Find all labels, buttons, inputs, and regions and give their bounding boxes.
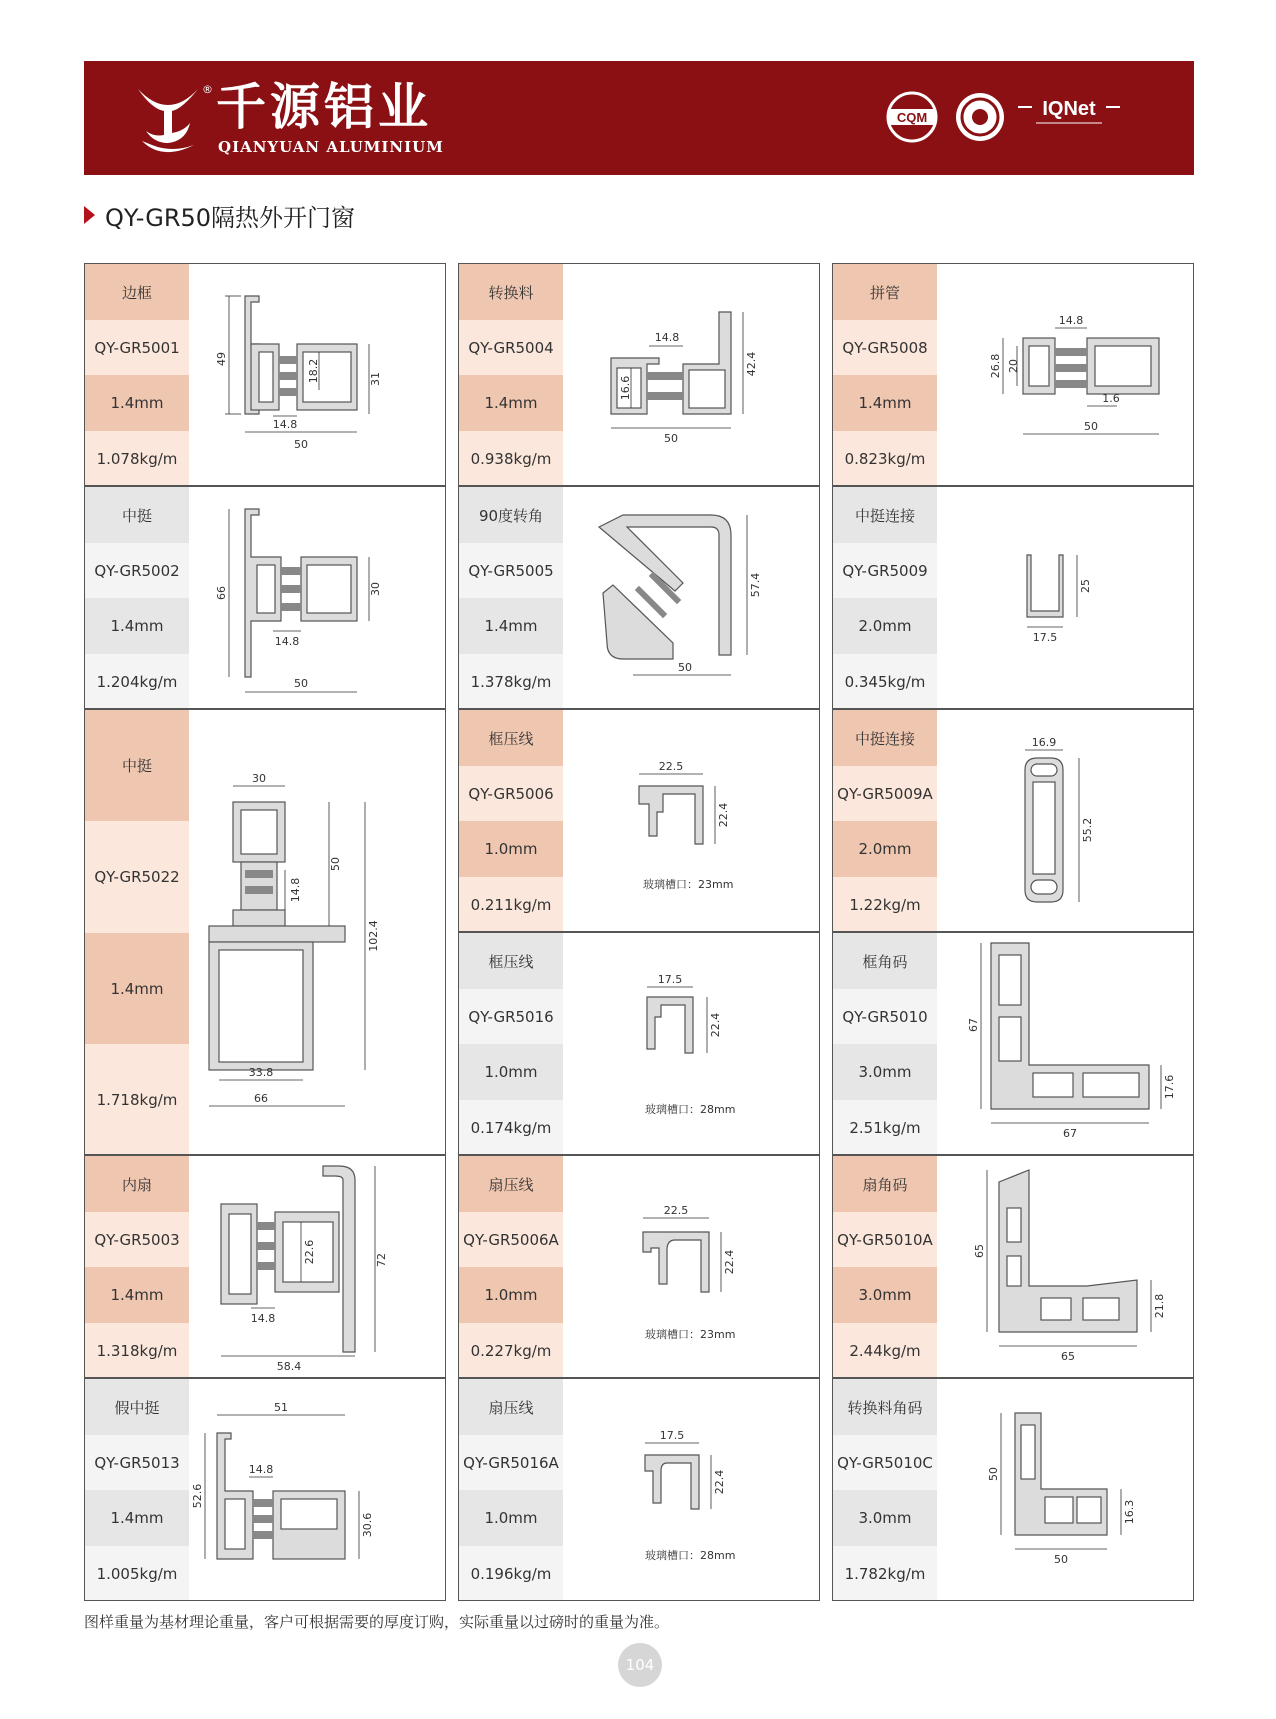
profile-weight: 1.318kg/m: [85, 1323, 189, 1378]
svg-text:22.4: 22.4: [709, 1012, 722, 1038]
svg-text:50: 50: [987, 1467, 1000, 1481]
profile-drawing-gr5001: [189, 264, 445, 485]
page-number: 104: [618, 1643, 662, 1687]
profile-name: 框角码: [833, 933, 937, 989]
profile-thickness: 1.0mm: [459, 1044, 563, 1100]
svg-text:31: 31: [369, 372, 382, 386]
profile-name: 转换料角码: [833, 1379, 937, 1435]
profile-thickness: 2.0mm: [833, 598, 937, 654]
svg-text:66: 66: [254, 1092, 268, 1105]
profile-card-gr5010: [832, 932, 1194, 1155]
svg-text:42.4: 42.4: [745, 351, 758, 377]
profile-code: QY-GR5002: [85, 543, 189, 598]
svg-text:57.4: 57.4: [749, 572, 762, 598]
profile-card-gr5005: [458, 486, 820, 709]
svg-text:50: 50: [329, 857, 342, 871]
profile-drawing-gr5006: [563, 710, 819, 931]
svg-text:26.8: 26.8: [989, 353, 1002, 379]
profile-name: 内扇: [85, 1156, 189, 1212]
svg-text:22.6: 22.6: [303, 1239, 316, 1265]
svg-text:49: 49: [215, 352, 228, 366]
profile-code: QY-GR5006: [459, 766, 563, 821]
profile-drawing-gr5010c: [937, 1379, 1193, 1600]
profile-drawing-gr5002: [189, 487, 445, 708]
profile-code: QY-GR5013: [85, 1435, 189, 1490]
svg-text:17.5: 17.5: [1032, 631, 1058, 644]
glass-groove-note: 玻璃槽口：28mm: [645, 1103, 736, 1116]
profile-drawing-gr5013: [189, 1379, 445, 1600]
registered-mark: ®: [202, 83, 213, 96]
svg-text:30: 30: [369, 582, 382, 596]
profile-code: QY-GR5010C: [833, 1435, 937, 1490]
svg-text:14.8: 14.8: [248, 1463, 274, 1476]
profile-code: QY-GR5009A: [833, 766, 937, 821]
brand-name-cn: 千源铝业: [216, 78, 432, 136]
svg-text:1.6: 1.6: [1102, 392, 1120, 405]
svg-text:33.8: 33.8: [248, 1066, 274, 1079]
profile-card-gr5010a: [832, 1155, 1194, 1378]
svg-text:50: 50: [1084, 420, 1098, 433]
svg-text:50: 50: [678, 661, 692, 674]
svg-text:30: 30: [252, 772, 266, 785]
svg-text:22.5: 22.5: [658, 760, 684, 773]
svg-text:22.4: 22.4: [713, 1469, 726, 1495]
profile-weight: 0.938kg/m: [459, 431, 563, 486]
profile-name: 拼管: [833, 264, 937, 320]
profile-weight: 1.718kg/m: [85, 1044, 189, 1155]
profile-thickness: 1.4mm: [85, 933, 189, 1044]
qianyuan-logo-icon: [132, 81, 204, 157]
profile-card-gr5022: [84, 709, 446, 1155]
svg-text:16.9: 16.9: [1031, 736, 1057, 749]
svg-text:17.6: 17.6: [1163, 1074, 1176, 1100]
profile-weight: 1.005kg/m: [85, 1546, 189, 1601]
profile-name: 90度转角: [459, 487, 563, 543]
svg-text:21.8: 21.8: [1153, 1293, 1166, 1319]
svg-text:51: 51: [274, 1401, 288, 1414]
profile-weight: 1.22kg/m: [833, 877, 937, 932]
profile-name: 中挺: [85, 487, 189, 543]
profile-card-gr5006: [458, 709, 820, 932]
profile-code: QY-GR5016: [459, 989, 563, 1044]
svg-text:14.8: 14.8: [654, 331, 680, 344]
profile-thickness: 2.0mm: [833, 821, 937, 877]
profile-drawing-gr5022: [189, 710, 445, 1154]
profile-drawing-gr5006a: [563, 1156, 819, 1377]
profile-card-gr5006a: [458, 1155, 820, 1378]
svg-text:52.6: 52.6: [191, 1483, 204, 1509]
profile-code: QY-GR5001: [85, 320, 189, 375]
profile-thickness: 1.4mm: [85, 598, 189, 654]
svg-text:17.5: 17.5: [657, 973, 683, 986]
profile-thickness: 1.4mm: [833, 375, 937, 431]
profile-weight: 0.345kg/m: [833, 654, 937, 709]
svg-text:22.4: 22.4: [723, 1249, 736, 1275]
profile-thickness: 1.0mm: [459, 1490, 563, 1546]
profile-drawing-gr5009a: [937, 710, 1193, 931]
svg-text:58.4: 58.4: [276, 1360, 302, 1373]
profile-code: QY-GR5022: [85, 821, 189, 933]
iqnet-member-icon: [954, 91, 1006, 143]
section-title-text: QY-GR50隔热外开门窗: [105, 203, 356, 232]
svg-text:50: 50: [1054, 1553, 1068, 1566]
profile-card-gr5009: [832, 486, 1194, 709]
svg-text:16.3: 16.3: [1123, 1499, 1136, 1525]
svg-text:50: 50: [294, 438, 308, 451]
profile-weight: 1.782kg/m: [833, 1546, 937, 1601]
svg-text:14.8: 14.8: [274, 635, 300, 648]
profile-thickness: 1.4mm: [85, 1267, 189, 1323]
svg-text:30.6: 30.6: [361, 1512, 374, 1538]
profile-drawing-gr5016a: [563, 1379, 819, 1600]
profile-weight: 2.51kg/m: [833, 1100, 937, 1155]
glass-groove-note: 玻璃槽口：23mm: [643, 878, 734, 891]
cqm-certification-icon: [884, 91, 940, 143]
profile-weight: 0.823kg/m: [833, 431, 937, 486]
svg-text:65: 65: [1061, 1350, 1075, 1363]
profile-name: 假中挺: [85, 1379, 189, 1435]
profile-weight: 1.078kg/m: [85, 431, 189, 486]
svg-text:14.8: 14.8: [272, 418, 298, 431]
profile-weight: 1.378kg/m: [459, 654, 563, 709]
section-title: [84, 200, 355, 230]
svg-text:66: 66: [215, 586, 228, 600]
profile-name: 转换料: [459, 264, 563, 320]
profile-name: 中挺连接: [833, 487, 937, 543]
svg-text:16.6: 16.6: [619, 375, 632, 401]
profile-code: QY-GR5010A: [833, 1212, 937, 1267]
svg-text:22.4: 22.4: [717, 802, 730, 828]
profile-thickness: 1.4mm: [85, 375, 189, 431]
weight-footnote: 图样重量为基材理论重量，客户可根据需要的厚度订购，实际重量以过磅时的重量为准。: [84, 1613, 670, 1631]
triangle-bullet-icon: [84, 206, 95, 224]
svg-text:67: 67: [967, 1018, 980, 1032]
profile-code: QY-GR5009: [833, 543, 937, 598]
profile-drawing-gr5016: [563, 933, 819, 1154]
svg-text:17.5: 17.5: [659, 1429, 685, 1442]
profile-card-gr5002: [84, 486, 446, 709]
svg-text:50: 50: [664, 432, 678, 445]
profile-card-gr5010c: [832, 1378, 1194, 1601]
profile-name: 边框: [85, 264, 189, 320]
svg-text:14.8: 14.8: [1058, 314, 1084, 327]
profile-thickness: 3.0mm: [833, 1044, 937, 1100]
profile-name: 框压线: [459, 933, 563, 989]
profile-thickness: 1.0mm: [459, 1267, 563, 1323]
profile-code: QY-GR5005: [459, 543, 563, 598]
svg-text:14.8: 14.8: [250, 1312, 276, 1325]
profile-code: QY-GR5004: [459, 320, 563, 375]
profile-card-gr5009a: [832, 709, 1194, 932]
svg-text:72: 72: [375, 1253, 388, 1267]
profile-weight: 0.174kg/m: [459, 1100, 563, 1155]
profile-weight: 0.211kg/m: [459, 877, 563, 932]
svg-text:22.5: 22.5: [663, 1204, 689, 1217]
iqnet-logo-icon: [1018, 95, 1120, 135]
profile-thickness: 3.0mm: [833, 1490, 937, 1546]
svg-text:CQM: CQM: [896, 110, 928, 125]
profile-name: 中挺连接: [833, 710, 937, 766]
page-header: [84, 61, 1194, 175]
profile-drawing-gr5004: [563, 264, 819, 485]
profile-code: QY-GR5003: [85, 1212, 189, 1267]
profile-name: 中挺: [85, 710, 189, 821]
profile-card-gr5003: [84, 1155, 446, 1378]
profile-card-gr5008: [832, 263, 1194, 486]
profile-thickness: 1.4mm: [459, 598, 563, 654]
glass-groove-note: 玻璃槽口：23mm: [645, 1328, 736, 1341]
profile-card-gr5016: [458, 932, 820, 1155]
profile-thickness: 3.0mm: [833, 1267, 937, 1323]
profile-weight: 1.204kg/m: [85, 654, 189, 709]
profile-weight: 0.196kg/m: [459, 1546, 563, 1601]
glass-groove-note: 玻璃槽口：28mm: [645, 1549, 736, 1562]
profile-code: QY-GR5010: [833, 989, 937, 1044]
svg-text:102.4: 102.4: [367, 920, 380, 952]
profile-card-gr5001: [84, 263, 446, 486]
svg-text:18.2: 18.2: [307, 358, 320, 384]
profile-card-gr5016a: [458, 1378, 820, 1601]
profile-drawing-gr5010a: [937, 1156, 1193, 1377]
profile-drawing-gr5005: [563, 487, 819, 708]
profile-drawing-gr5009: [937, 487, 1193, 708]
svg-text:65: 65: [973, 1244, 986, 1258]
svg-text:14.8: 14.8: [289, 877, 302, 903]
profile-thickness: 1.4mm: [459, 375, 563, 431]
profile-drawing-gr5008: [937, 264, 1193, 485]
profile-card-gr5013: [84, 1378, 446, 1601]
profile-code: QY-GR5008: [833, 320, 937, 375]
profile-code: QY-GR5016A: [459, 1435, 563, 1490]
profile-card-gr5004: [458, 263, 820, 486]
profile-drawing-gr5003: [189, 1156, 445, 1377]
profile-name: 扇角码: [833, 1156, 937, 1212]
profile-name: 扇压线: [459, 1379, 563, 1435]
svg-text:50: 50: [294, 677, 308, 690]
profile-thickness: 1.0mm: [459, 821, 563, 877]
profile-weight: 0.227kg/m: [459, 1323, 563, 1378]
profile-name: 框压线: [459, 710, 563, 766]
brand-name-en: QIANYUAN ALUMINIUM: [218, 138, 444, 156]
svg-text:IQNet: IQNet: [1042, 98, 1096, 120]
svg-text:55.2: 55.2: [1081, 817, 1094, 843]
profile-thickness: 1.4mm: [85, 1490, 189, 1546]
profile-weight: 2.44kg/m: [833, 1323, 937, 1378]
profile-code: QY-GR5006A: [459, 1212, 563, 1267]
svg-text:25: 25: [1079, 579, 1092, 593]
profile-drawing-gr5010: [937, 933, 1193, 1154]
profile-name: 扇压线: [459, 1156, 563, 1212]
svg-text:67: 67: [1063, 1127, 1077, 1140]
svg-text:20: 20: [1007, 359, 1020, 373]
